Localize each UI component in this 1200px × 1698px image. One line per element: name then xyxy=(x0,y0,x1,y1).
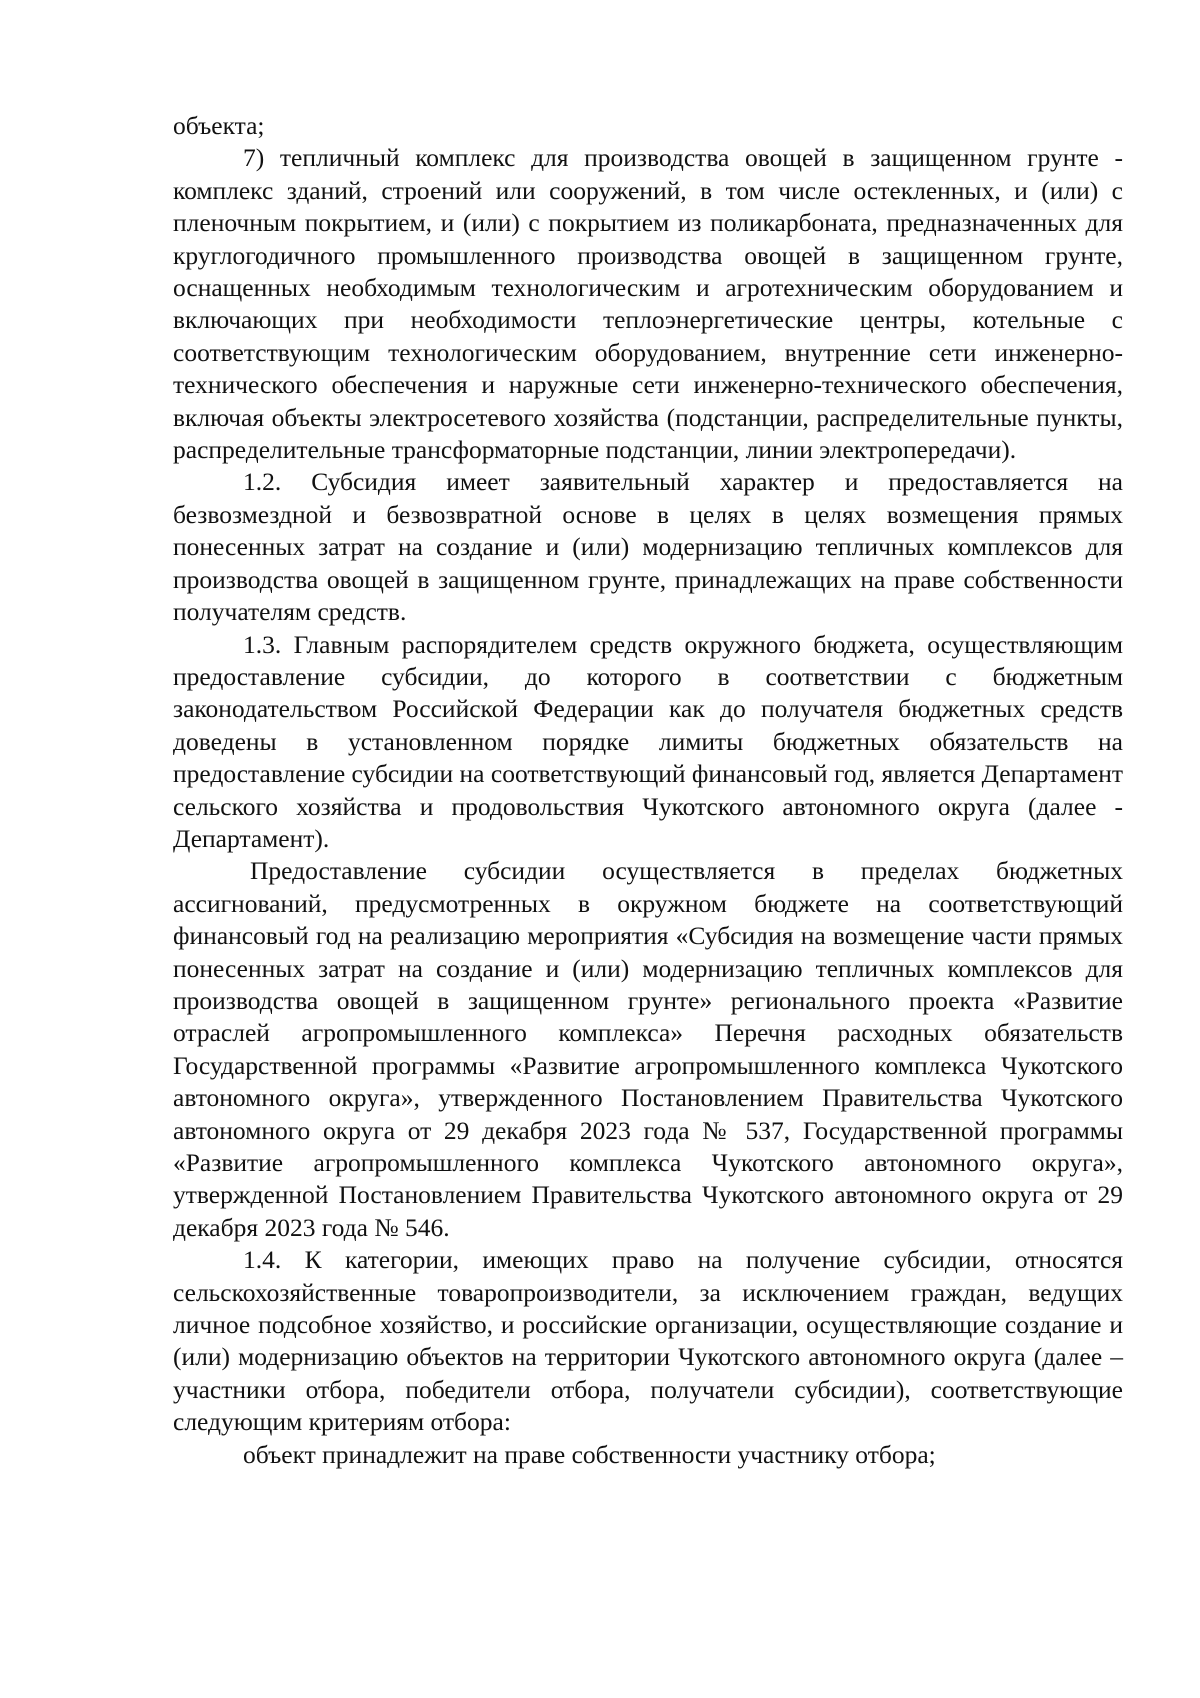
paragraph-1-3: 1.3. Главным распорядителем средств окружного бюджета, осуществляющим предоставление субсидии, до которого в соответствии с бюджетным законодательством Российской Федерации как до получателя бюджетных средств доведены в установленном порядке лимиты бюджетных обязательств на предоставление субсидии на соответствующий финансовый год, является Департамент сельского хозяйства и продовольствия Чукотского автономного округа (далее - Департамент). xyxy=(173,629,1124,853)
paragraph-item-7: 7) тепличный комплекс для производства овощей в защищенном грунте - комплекс зданий, строений или сооружений, в том числе остекленных, и (или) с пленочным покрытием, и (или) с покрытием из поликарбоната, предназначенных для круглогодичного промышленного производства овощей в защищенном грунте, оснащенных необходимым технологическим и агротехническим оборудованием и включающих при необходимости теплоэнергетические центры, котельные с соответствующим технологическим оборудованием, внутренние сети инженерно-технического обеспечения и наружные сети инженерно-технического обеспечения, включая объекты электросетевого хозяйства (подстанции, распределительные пункты, распределительные трансформаторные подстанции, линии электропередачи). xyxy=(173,143,1123,465)
paragraph-subsidy-provision: Предоставление субсидии осуществляется в пределах бюджетных ассигнований, предусмотренных в окружном бюджете на соответствующий финансовый год на реализацию мероприятия «Субсидия на возмещение части прямых понесенных затрат на создание и (или) модернизацию тепличных комплексов для производства овощей в защищенном грунте» регионального проекта «Развитие отраслей агропромышленного комплекса» Перечня расходных обязательств Государственной программы «Развитие агропромышленного комплекса Чукотского автономного округа», утвержденного Постановлением Правительства Чукотского автономного округа от 29 декабря 2023 года № 537, Государственной программы «Развитие агропромышленного комплекса Чукотского автономного округа», утвержденной Постановлением Правительства Чукотского автономного округа от 29 декабря 2023 года № 546. xyxy=(173,856,1123,1242)
paragraph-criterion: объект принадлежит на праве собственности участнику отбора; xyxy=(243,1439,936,1469)
paragraph-continuation: объекта; xyxy=(173,111,265,140)
paragraph-1-2: 1.2. Субсидия имеет заявительный характер и предоставляется на безвозмездной и безвозвратной основе в целях в целях возмещения прямых понесенных затрат на создание и (или) модернизацию тепличных комплексов для производства овощей в защищенном грунте, принадлежащих на праве собственности получателям средств. xyxy=(173,467,1123,627)
paragraph-1-4: 1.4. К категории, имеющих право на получение субсидии, относятся сельскохозяйственные товаропроизводители, за исключением граждан, ведущих личное подсобное хозяйство, и российские организации, осуществляющие создание и (или) модернизацию объектов на территории Чукотского автономного округа (далее – участники отбора, победители отбора, получатели субсидии), соответствующие следующим критериям отбора: xyxy=(173,1245,1123,1437)
document-page xyxy=(173,110,1123,1471)
